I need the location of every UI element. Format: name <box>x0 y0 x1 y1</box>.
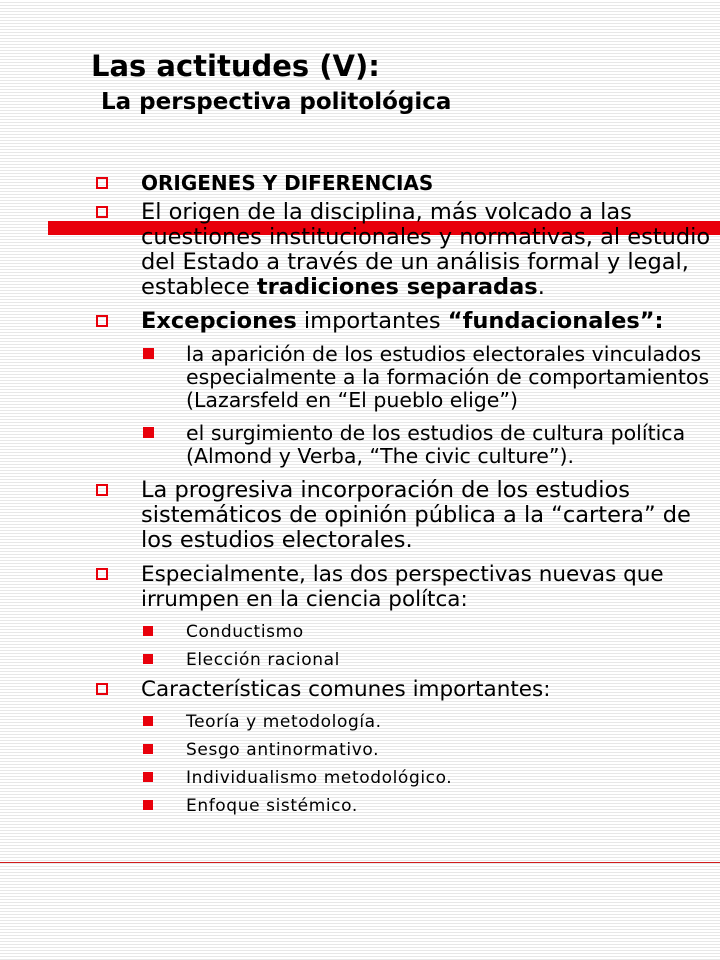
bullet-item <box>0 562 720 612</box>
hollow-square-bullet-icon <box>96 315 108 327</box>
bullet-text: El origen de la disciplina, más volcado a las cuestiones institucionales y normativas, al estudio del Estado a través de un análisis formal y legal, establece <box>141 199 711 300</box>
hollow-square-bullet-icon <box>96 683 108 695</box>
sub-bullet-item <box>0 621 720 643</box>
sub-bullet-text: Sesgo antinormativo. <box>186 740 380 760</box>
filled-square-bullet-icon <box>143 626 153 636</box>
filled-square-bullet-icon <box>143 348 154 359</box>
red-divider-line <box>0 862 720 863</box>
bullet-list <box>0 168 720 823</box>
filled-square-bullet-icon <box>143 800 153 810</box>
filled-square-bullet-icon <box>143 744 153 754</box>
sub-bullet-text: el surgimiento de los estudios de cultura política (Almond y Verba, “The civic culture”). <box>186 421 686 468</box>
bullet-text: Características comunes importantes: <box>141 677 551 702</box>
sub-bullet-text: Teoría y metodología. <box>186 712 382 732</box>
sub-bullet-item <box>0 422 720 468</box>
hollow-square-bullet-icon <box>96 484 108 496</box>
sub-bullet-item <box>0 739 720 761</box>
bullet-bold-text: Excepciones <box>141 308 297 334</box>
slide-subtitle: La perspectiva politológica <box>101 89 452 115</box>
filled-square-bullet-icon <box>143 654 153 664</box>
bullet-item <box>0 309 720 334</box>
sub-bullet-text: la aparición de los estudios electorales vinculados especialmente a la formación de comportamientos (Lazarsfeld en “El pueblo elige”) <box>186 342 710 412</box>
bullet-item <box>0 677 720 702</box>
sub-bullet-text: Conductismo <box>186 622 304 642</box>
bullet-bold-text: “fundacionales”: <box>447 308 664 334</box>
bullet-item <box>0 168 720 198</box>
bullet-item <box>0 200 720 300</box>
hollow-square-bullet-icon <box>96 177 108 189</box>
filled-square-bullet-icon <box>143 716 153 726</box>
sub-bullet-item <box>0 767 720 789</box>
bullet-text: Especialmente, las dos perspectivas nuevas que irrumpen en la ciencia polítca: <box>141 562 664 612</box>
bullet-bold-text: tradiciones separadas <box>256 274 538 300</box>
filled-square-bullet-icon <box>143 772 153 782</box>
sub-bullet-item <box>0 711 720 733</box>
sub-bullet-item <box>0 343 720 412</box>
bullet-text: ORIGENES Y DIFERENCIAS <box>141 171 434 195</box>
bullet-item <box>0 478 720 553</box>
sub-bullet-item <box>0 795 720 817</box>
filled-square-bullet-icon <box>143 427 154 438</box>
sub-bullet-text: Elección racional <box>186 650 340 670</box>
sub-bullet-text: Enfoque sistémico. <box>186 796 358 816</box>
bullet-text: La progresiva incorporación de los estudios sistemáticos de opinión pública a la “cartera” de los estudios electorales. <box>141 477 691 553</box>
hollow-square-bullet-icon <box>96 206 108 218</box>
sub-bullet-item <box>0 649 720 671</box>
bullet-text: importantes <box>296 308 448 334</box>
hollow-square-bullet-icon <box>96 568 108 580</box>
slide-title: Las actitudes (V): <box>91 49 380 83</box>
bullet-text-end: . <box>537 274 545 300</box>
sub-bullet-text: Individualismo metodológico. <box>186 768 453 788</box>
